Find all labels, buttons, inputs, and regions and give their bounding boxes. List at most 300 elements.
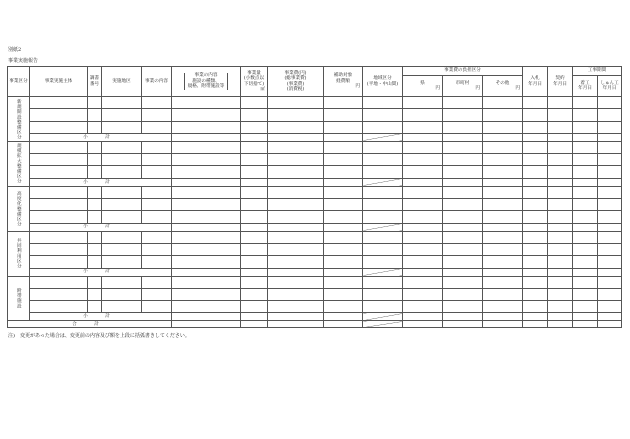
table-cell[interactable] [483,121,523,133]
region-cell[interactable] [363,276,403,288]
header-municipality: 市町村 円 [443,76,483,97]
table-cell[interactable] [598,121,622,133]
table-cell[interactable] [523,121,548,133]
table-cell[interactable] [172,276,241,288]
table-cell[interactable] [598,186,622,198]
table-cell[interactable] [324,276,363,288]
table-cell[interactable] [483,154,523,166]
subtotal-cell [523,133,548,141]
table-cell[interactable] [483,109,523,121]
subtotal-cell [573,268,598,276]
table-cell[interactable] [483,141,523,153]
subtotal-cell [403,133,443,141]
table-cell[interactable] [324,141,363,153]
table-cell[interactable] [324,301,363,313]
table-cell[interactable] [268,211,324,223]
table-cell[interactable] [172,199,241,211]
table-cell[interactable] [88,211,102,223]
subtotal-cell [324,178,363,186]
table-cell[interactable] [102,166,142,178]
table-cell[interactable] [88,301,102,313]
table-cell[interactable] [573,276,598,288]
table-row [8,256,622,268]
table-cell[interactable] [443,97,483,109]
region-cell[interactable] [363,199,403,211]
subtotal-cell [324,133,363,141]
table-cell[interactable] [483,231,523,243]
region-diagonal [363,223,403,231]
sections-body [8,97,622,321]
table-cell[interactable] [548,199,573,211]
table-cell[interactable] [523,97,548,109]
table-cell[interactable] [403,121,443,133]
report-table [7,66,622,328]
table-cell[interactable] [172,288,241,300]
table-cell[interactable] [403,231,443,243]
table-cell[interactable] [102,211,142,223]
subtotal-cell [172,268,241,276]
table-cell[interactable] [573,243,598,255]
table-cell[interactable] [598,97,622,109]
header-content: 事業の内容 施設の種類、 規格、附帯施設等 [172,67,241,97]
table-cell[interactable] [403,256,443,268]
header-contract-date: 契約 年月日 [548,67,573,97]
table-cell[interactable] [324,97,363,109]
table-cell[interactable] [548,243,573,255]
region-cell[interactable] [363,97,403,109]
header-completion: しゅん工 年月日 [598,76,622,97]
table-cell[interactable] [241,276,268,288]
table-cell[interactable] [483,186,523,198]
table-cell[interactable] [324,186,363,198]
region-cell[interactable] [363,186,403,198]
table-cell[interactable] [241,243,268,255]
table-cell[interactable] [30,141,88,153]
table-cell[interactable] [142,186,172,198]
table-cell[interactable] [548,301,573,313]
table-cell[interactable] [523,256,548,268]
table-cell[interactable] [443,166,483,178]
table-cell[interactable] [268,243,324,255]
table-cell[interactable] [241,231,268,243]
subtotal-label: 小 計 [30,178,172,186]
table-cell[interactable] [142,166,172,178]
table-cell[interactable] [548,109,573,121]
table-cell[interactable] [88,166,102,178]
section-category: 共同利用区分 [8,231,30,276]
table-cell[interactable] [30,231,88,243]
table-cell[interactable] [523,109,548,121]
table-cell[interactable] [88,97,102,109]
table-cell[interactable] [102,243,142,255]
table-cell[interactable] [548,186,573,198]
region-cell[interactable] [363,231,403,243]
table-cell[interactable] [548,97,573,109]
table-cell[interactable] [548,166,573,178]
table-cell[interactable] [241,141,268,153]
table-cell[interactable] [172,256,241,268]
subtotal-cell [324,268,363,276]
header-bid-date: 入札 年月日 [523,67,548,97]
subtotal-cell [483,268,523,276]
table-cell[interactable] [30,121,88,133]
subtotal-cell [548,133,573,141]
table-cell[interactable] [573,301,598,313]
table-cell[interactable] [142,256,172,268]
region-cell[interactable] [363,256,403,268]
region-cell[interactable] [363,154,403,166]
table-cell[interactable] [548,231,573,243]
table-cell[interactable] [324,166,363,178]
table-cell[interactable] [443,186,483,198]
table-cell[interactable] [172,121,241,133]
table-cell[interactable] [403,301,443,313]
subtotal-cell [268,178,324,186]
table-cell[interactable] [30,199,88,211]
region-cell[interactable] [363,109,403,121]
subtotal-label: 小 計 [30,223,172,231]
subtotal-cell [172,313,241,321]
subtotal-cell [268,313,324,321]
table-cell[interactable] [142,276,172,288]
subtotal-cell [172,178,241,186]
table-cell[interactable] [573,288,598,300]
table-cell[interactable] [573,231,598,243]
table-row [8,166,622,178]
table-cell[interactable] [403,97,443,109]
table-cell[interactable] [30,97,88,109]
subtotal-cell [548,313,573,321]
table-cell[interactable] [268,121,324,133]
table-cell[interactable] [324,211,363,223]
table-cell[interactable] [483,256,523,268]
table-cell[interactable] [443,288,483,300]
table-cell[interactable] [598,301,622,313]
table-cell[interactable] [268,231,324,243]
table-cell[interactable] [573,256,598,268]
table-cell[interactable] [88,199,102,211]
table-cell[interactable] [443,301,483,313]
table-cell[interactable] [142,154,172,166]
table-cell[interactable] [172,301,241,313]
table-cell[interactable] [403,288,443,300]
table-cell[interactable] [102,186,142,198]
table-cell[interactable] [268,141,324,153]
table-cell[interactable] [403,199,443,211]
table-cell[interactable] [523,288,548,300]
table-cell[interactable] [142,121,172,133]
table-cell[interactable] [102,121,142,133]
table-cell[interactable] [268,109,324,121]
subtotal-label: 小 計 [30,313,172,321]
header-cost: 事業費(円) (総事業費) (事業費) (消費税) [268,67,324,97]
note: 注) 変更があった場合は、変更前の内容及び額を上段に括弧書きしてください。 [8,333,190,339]
subtotal-cell [241,133,268,141]
table-cell[interactable] [324,109,363,121]
table-cell[interactable] [548,211,573,223]
table-cell[interactable] [102,199,142,211]
table-cell[interactable] [598,243,622,255]
table-cell[interactable] [241,109,268,121]
table-cell[interactable] [573,211,598,223]
table-cell[interactable] [102,276,142,288]
table-cell[interactable] [142,301,172,313]
table-cell[interactable] [548,121,573,133]
table-cell[interactable] [324,199,363,211]
section-category: 附帯施設 [8,276,30,321]
subtotal-cell [523,268,548,276]
region-cell[interactable] [363,121,403,133]
region-cell[interactable] [363,141,403,153]
subtotal-label: 小 計 [30,268,172,276]
table-cell[interactable] [598,211,622,223]
table-cell[interactable] [172,231,241,243]
table-cell[interactable] [548,288,573,300]
table-cell[interactable] [142,199,172,211]
table-cell[interactable] [548,154,573,166]
table-cell[interactable] [88,186,102,198]
table-cell[interactable] [403,186,443,198]
table-cell[interactable] [241,97,268,109]
table-cell[interactable] [30,256,88,268]
table-cell[interactable] [598,288,622,300]
table-cell[interactable] [142,231,172,243]
subtotal-cell [548,178,573,186]
table-cell[interactable] [102,301,142,313]
table-cell[interactable] [573,121,598,133]
table-cell[interactable] [88,141,102,153]
region-diagonal [363,133,403,141]
table-cell[interactable] [598,109,622,121]
table-cell[interactable] [30,243,88,255]
table-cell[interactable] [102,231,142,243]
table-cell[interactable] [598,199,622,211]
table-cell[interactable] [241,166,268,178]
table-cell[interactable] [102,109,142,121]
table-cell[interactable] [443,276,483,288]
table-cell[interactable] [548,141,573,153]
table-cell[interactable] [523,301,548,313]
table-cell[interactable] [268,288,324,300]
subtotal-cell [483,178,523,186]
table-cell[interactable] [172,109,241,121]
table-cell[interactable] [88,154,102,166]
table-cell[interactable] [523,166,548,178]
table-cell[interactable] [102,97,142,109]
table-cell[interactable] [268,301,324,313]
table-cell[interactable] [483,211,523,223]
table-cell[interactable] [598,276,622,288]
subtotal-cell [548,268,573,276]
table-cell[interactable] [548,256,573,268]
subtotal-cell [573,313,598,321]
table-cell[interactable] [30,276,88,288]
table-cell[interactable] [241,256,268,268]
table-cell[interactable] [443,199,483,211]
table-cell[interactable] [324,288,363,300]
table-cell[interactable] [573,141,598,153]
table-cell[interactable] [268,256,324,268]
table-cell[interactable] [443,211,483,223]
region-cell[interactable] [363,166,403,178]
table-cell[interactable] [523,243,548,255]
table-cell[interactable] [403,166,443,178]
total-label: 合 計 [8,321,172,328]
table-cell[interactable] [88,121,102,133]
subtotal-cell [443,268,483,276]
table-cell[interactable] [172,97,241,109]
table-cell[interactable] [268,199,324,211]
table-cell[interactable] [88,231,102,243]
table-cell[interactable] [241,186,268,198]
table-cell[interactable] [573,97,598,109]
table-cell[interactable] [241,199,268,211]
table-cell[interactable] [573,186,598,198]
table-cell[interactable] [573,199,598,211]
table-cell[interactable] [88,109,102,121]
table-cell[interactable] [598,231,622,243]
table-cell[interactable] [268,166,324,178]
table-cell[interactable] [241,154,268,166]
table-cell[interactable] [573,109,598,121]
table-cell[interactable] [30,186,88,198]
table-cell[interactable] [483,301,523,313]
table-cell[interactable] [102,256,142,268]
table-cell[interactable] [88,276,102,288]
table-cell[interactable] [268,97,324,109]
table-cell[interactable] [324,256,363,268]
table-cell[interactable] [30,288,88,300]
table-cell[interactable] [483,288,523,300]
table-cell[interactable] [88,256,102,268]
subtotal-cell [598,313,622,321]
form-title: 事業実施報告 [8,58,39,64]
table-cell[interactable] [548,276,573,288]
table-cell[interactable] [523,199,548,211]
table-cell[interactable] [483,97,523,109]
region-cell[interactable] [363,243,403,255]
table-cell[interactable] [172,211,241,223]
table-cell[interactable] [88,243,102,255]
table-cell[interactable] [268,154,324,166]
subtotal-cell [548,223,573,231]
table-cell[interactable] [241,121,268,133]
table-cell[interactable] [102,141,142,153]
subtotal-cell [241,268,268,276]
table-cell[interactable] [598,256,622,268]
table-cell[interactable] [443,231,483,243]
table-cell[interactable] [241,211,268,223]
table-cell[interactable] [443,121,483,133]
table-cell[interactable] [403,109,443,121]
table-cell[interactable] [172,166,241,178]
table-cell[interactable] [241,301,268,313]
table-cell[interactable] [443,154,483,166]
table-cell[interactable] [523,231,548,243]
table-cell[interactable] [324,231,363,243]
table-row [8,121,622,133]
table-cell[interactable] [523,141,548,153]
table-cell[interactable] [403,154,443,166]
table-cell[interactable] [443,256,483,268]
table-cell[interactable] [598,154,622,166]
table-cell[interactable] [30,109,88,121]
table-cell[interactable] [443,109,483,121]
region-cell[interactable] [363,301,403,313]
table-cell[interactable] [573,154,598,166]
table-cell[interactable] [30,301,88,313]
table-cell[interactable] [142,109,172,121]
table-cell[interactable] [142,243,172,255]
table-cell[interactable] [142,97,172,109]
table-cell[interactable] [324,121,363,133]
table-cell[interactable] [598,141,622,153]
table-cell[interactable] [30,154,88,166]
table-cell[interactable] [241,288,268,300]
table-cell[interactable] [523,186,548,198]
table-cell[interactable] [523,211,548,223]
table-cell[interactable] [88,288,102,300]
region-cell[interactable] [363,288,403,300]
table-cell[interactable] [142,288,172,300]
table-cell[interactable] [443,141,483,153]
table-cell[interactable] [483,276,523,288]
subtotal-row [8,223,622,231]
table-cell[interactable] [268,276,324,288]
total-row [8,321,622,328]
table-cell[interactable] [523,154,548,166]
table-cell[interactable] [142,141,172,153]
table-cell[interactable] [30,211,88,223]
subtotal-cell [573,178,598,186]
region-cell[interactable] [363,211,403,223]
table-cell[interactable] [324,154,363,166]
table-cell[interactable] [403,141,443,153]
subtotal-cell [241,313,268,321]
table-cell[interactable] [403,243,443,255]
subtotal-cell [523,223,548,231]
subtotal-cell [403,313,443,321]
table-cell[interactable] [142,211,172,223]
table-cell[interactable] [403,276,443,288]
table-cell[interactable] [102,154,142,166]
table-cell[interactable] [172,186,241,198]
table-cell[interactable] [172,141,241,153]
table-cell[interactable] [403,211,443,223]
table-cell[interactable] [483,243,523,255]
table-cell[interactable] [172,154,241,166]
table-cell[interactable] [268,186,324,198]
table-cell[interactable] [598,166,622,178]
subtotal-cell [403,178,443,186]
table-cell[interactable] [483,166,523,178]
subtotal-cell [443,133,483,141]
table-cell[interactable] [523,276,548,288]
table-cell[interactable] [172,243,241,255]
table-row [8,199,622,211]
table-cell[interactable] [30,166,88,178]
table-cell[interactable] [324,243,363,255]
table-cell[interactable] [102,288,142,300]
subtotal-cell [172,133,241,141]
table-cell[interactable] [573,166,598,178]
header-area: 実施地区 [102,67,142,97]
table-cell[interactable] [443,243,483,255]
subtotal-cell [443,223,483,231]
table-row [8,109,622,121]
header-start: 着工 年月日 [573,76,598,97]
table-cell[interactable] [483,199,523,211]
